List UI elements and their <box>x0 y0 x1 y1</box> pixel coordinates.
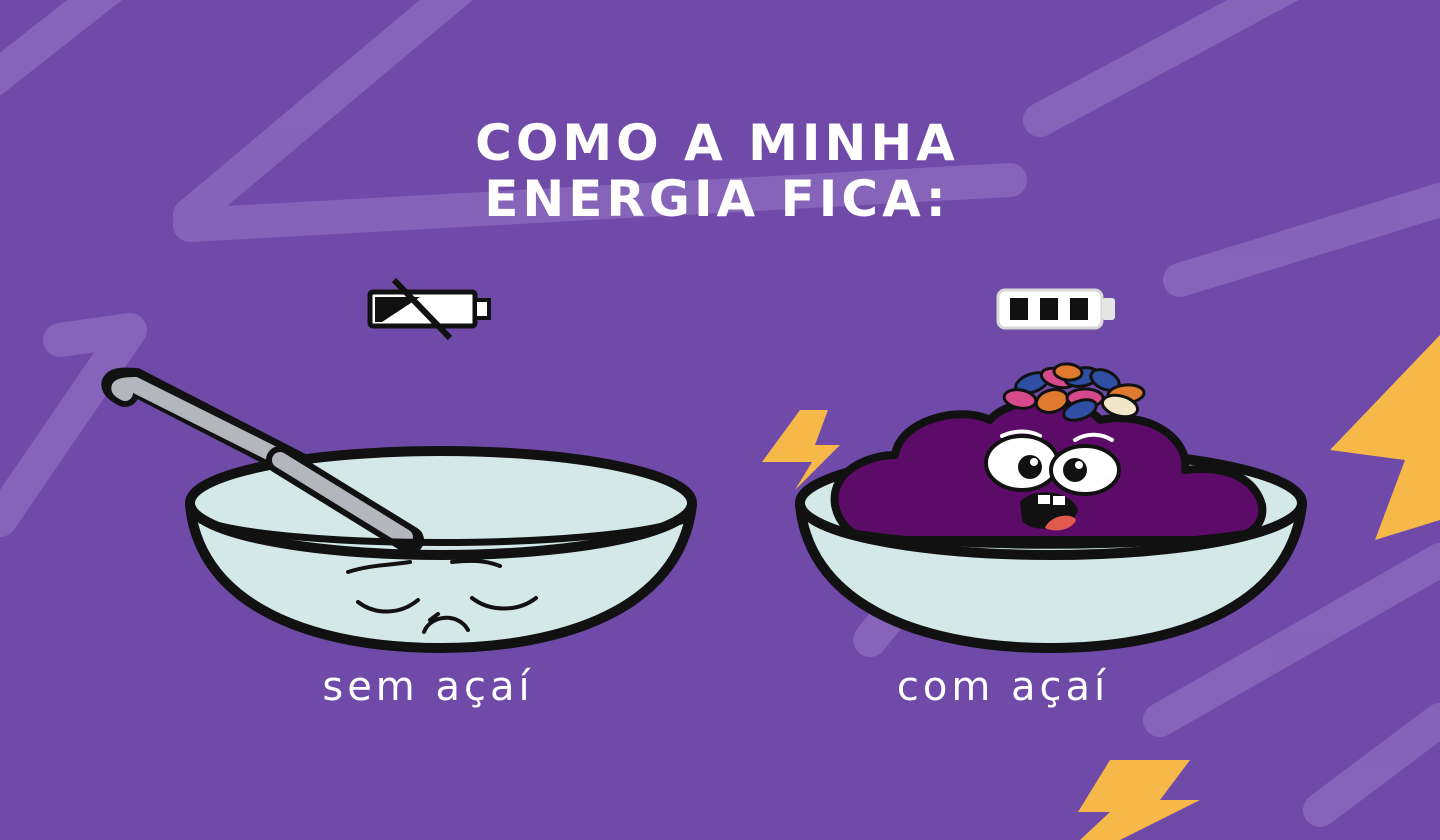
title-line-2: ENERGIA FICA: <box>484 170 950 228</box>
acai-bowl <box>800 363 1302 648</box>
lightning-bolt-icon <box>1078 760 1200 840</box>
battery-full-icon <box>998 290 1115 328</box>
title-line-1: COMO A MINHA <box>475 114 959 172</box>
battery-empty-icon <box>370 280 489 338</box>
label-sem-acai: sem açaí <box>322 664 534 710</box>
label-com-acai: com açaí <box>896 664 1110 710</box>
lightning-bolt-icon <box>1330 335 1440 540</box>
empty-bowl <box>115 382 692 648</box>
